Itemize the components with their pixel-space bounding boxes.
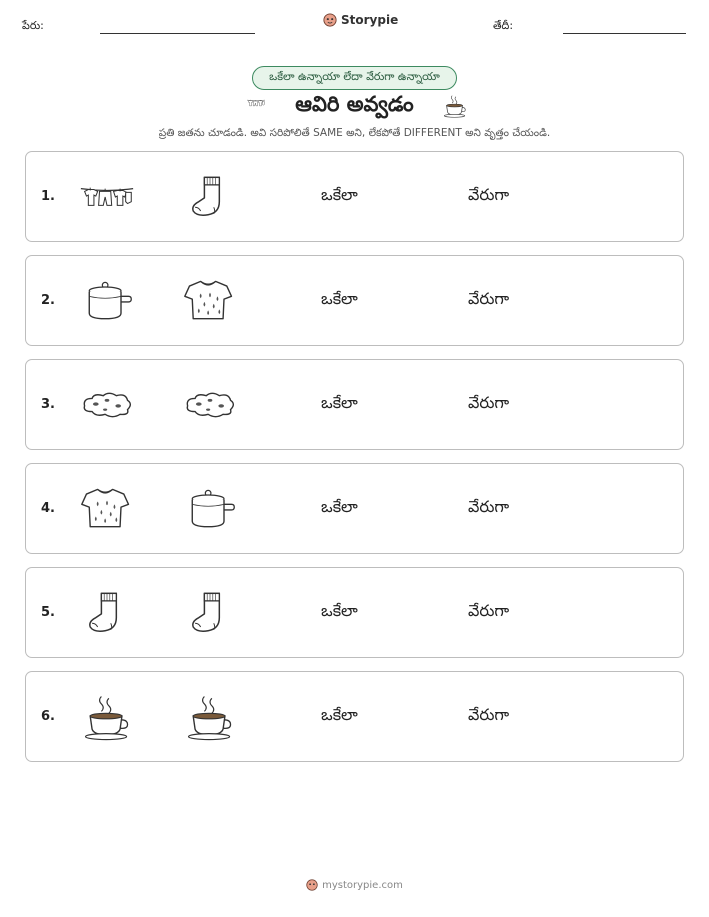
question-number: 3.	[41, 397, 55, 412]
page-title: ఆవిరి అవ్వడం	[295, 92, 414, 116]
question-row	[25, 151, 684, 242]
same-option[interactable]: ఒకేలా	[321, 601, 358, 620]
activity-badge: ఒకేలా ఉన్నాయా లేదా వేరుగా ఉన్నాయా	[252, 66, 457, 90]
question-row	[25, 463, 684, 554]
different-option[interactable]: వేరుగా	[468, 289, 510, 308]
question-number: 1.	[41, 189, 55, 204]
same-option[interactable]: ఒకేలా	[321, 705, 358, 724]
sock-icon	[182, 172, 238, 222]
instructions: ప్రతి జతను చూడండి. అవి సరిపోలితే SAME అని, లేకపోతే DIFFERENT అని వృత్తం చేయండి.	[158, 127, 551, 139]
sock-icon	[79, 588, 135, 638]
same-option[interactable]: ఒకేలా	[321, 393, 358, 412]
wet-shirt-icon	[79, 484, 135, 534]
question-number: 2.	[41, 293, 55, 308]
question-number: 4.	[41, 501, 55, 516]
name-field[interactable]	[100, 33, 255, 34]
question-row	[25, 671, 684, 762]
clothesline-icon	[79, 172, 135, 222]
hot-cup-icon	[182, 692, 238, 742]
brand-logo	[323, 13, 398, 27]
pot-icon	[79, 276, 135, 326]
hot-cup-icon	[441, 92, 469, 120]
same-option[interactable]: ఒకేలా	[321, 185, 358, 204]
sock-icon	[182, 588, 238, 638]
different-option[interactable]: వేరుగా	[468, 393, 510, 412]
name-label: పేరు:	[22, 19, 44, 32]
different-option[interactable]: వేరుగా	[468, 705, 510, 724]
hot-cup-icon	[79, 692, 135, 742]
storypie-mascot-icon	[306, 879, 318, 891]
footer-url: mystorypie.com	[322, 879, 403, 891]
date-label: తేదీ:	[493, 19, 514, 32]
brand-name: Storypie	[341, 13, 399, 27]
question-row	[25, 567, 684, 658]
worksheet-header	[0, 0, 709, 40]
puddle-icon	[79, 380, 135, 430]
footer	[0, 879, 709, 891]
date-field[interactable]	[563, 33, 686, 34]
different-option[interactable]: వేరుగా	[468, 185, 510, 204]
same-option[interactable]: ఒకేలా	[321, 497, 358, 516]
question-row	[25, 255, 684, 346]
question-number: 5.	[41, 605, 55, 620]
puddle-icon	[182, 380, 238, 430]
question-row	[25, 359, 684, 450]
question-number: 6.	[41, 709, 55, 724]
wet-shirt-icon	[182, 276, 238, 326]
different-option[interactable]: వేరుగా	[468, 601, 510, 620]
storypie-mascot-icon	[323, 13, 337, 27]
same-option[interactable]: ఒకేలా	[321, 289, 358, 308]
different-option[interactable]: వేరుగా	[468, 497, 510, 516]
pot-icon	[182, 484, 238, 534]
